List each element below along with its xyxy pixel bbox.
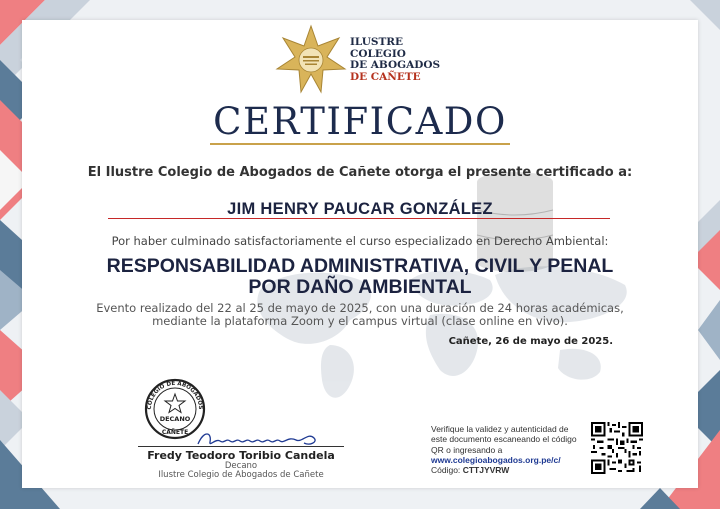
- org-line-1: ILUSTRE: [350, 36, 404, 48]
- recipient-name: JIM HENRY PAUCAR GONZÁLEZ: [227, 200, 493, 218]
- seal-text-bottom: CAÑETE: [161, 429, 189, 436]
- event-details: [0, 302, 720, 328]
- event-line-2: mediante la plataforma Zoom y el campus virtual (clase online en vivo).: [152, 314, 568, 328]
- certificate-title: CERTIFICADO: [213, 100, 507, 143]
- place-date: Cañete, 26 de mayo de 2025.: [448, 336, 613, 347]
- verification-line-2: este documento escaneando el código: [431, 434, 577, 445]
- verification-info: [431, 424, 591, 475]
- verification-line-1: Verifique la validez y autenticidad de: [431, 424, 569, 434]
- intro-text: El Ilustre Colegio de Abogados de Cañete otorga el presente certificado a:: [87, 165, 633, 180]
- course-line-2: POR DAÑO AMBIENTAL: [248, 276, 472, 298]
- signatory-role: Decano: [224, 461, 258, 471]
- seal-text-top: COLEGIO DE ABOGADOS: [146, 380, 204, 410]
- verification-line-3: QR o ingresando a: [431, 444, 503, 455]
- org-line-4: DE CAÑETE: [350, 70, 421, 83]
- title-underline: [210, 143, 510, 145]
- org-line-3: DE ABOGADOS: [350, 59, 441, 71]
- qr-code-icon[interactable]: [591, 422, 643, 474]
- signatory-name: Fredy Teodoro Toribio Candela: [147, 449, 335, 462]
- signature-line: [138, 446, 344, 447]
- course-line-1: RESPONSABILIDAD ADMINISTRATIVA, CIVIL Y PENAL: [106, 255, 614, 277]
- course-title: [0, 256, 720, 298]
- verification-code-row: [431, 465, 591, 475]
- signatory-organization: Ilustre Colegio de Abogados de Cañete: [158, 470, 324, 480]
- gold-star-emblem-icon: [275, 24, 347, 94]
- recipient-underline: [108, 218, 610, 219]
- seal-text-mid: DECANO: [159, 415, 191, 423]
- reason-text: Por haber culminado satisfactoriamente el curso especializado en Derecho Ambiental:: [111, 234, 609, 248]
- verification-link[interactable]: www.colegioabogados.org.pe/c/: [431, 454, 561, 465]
- org-line-2: COLEGIO: [350, 47, 406, 60]
- verification-code-label: Código:: [431, 465, 461, 476]
- event-line-1: Evento realizado del 22 al 25 de mayo de 2025, con una duración de 24 horas académicas,: [96, 301, 624, 315]
- verification-code: CTTJYVRW: [462, 465, 510, 476]
- organization-name: [350, 37, 440, 83]
